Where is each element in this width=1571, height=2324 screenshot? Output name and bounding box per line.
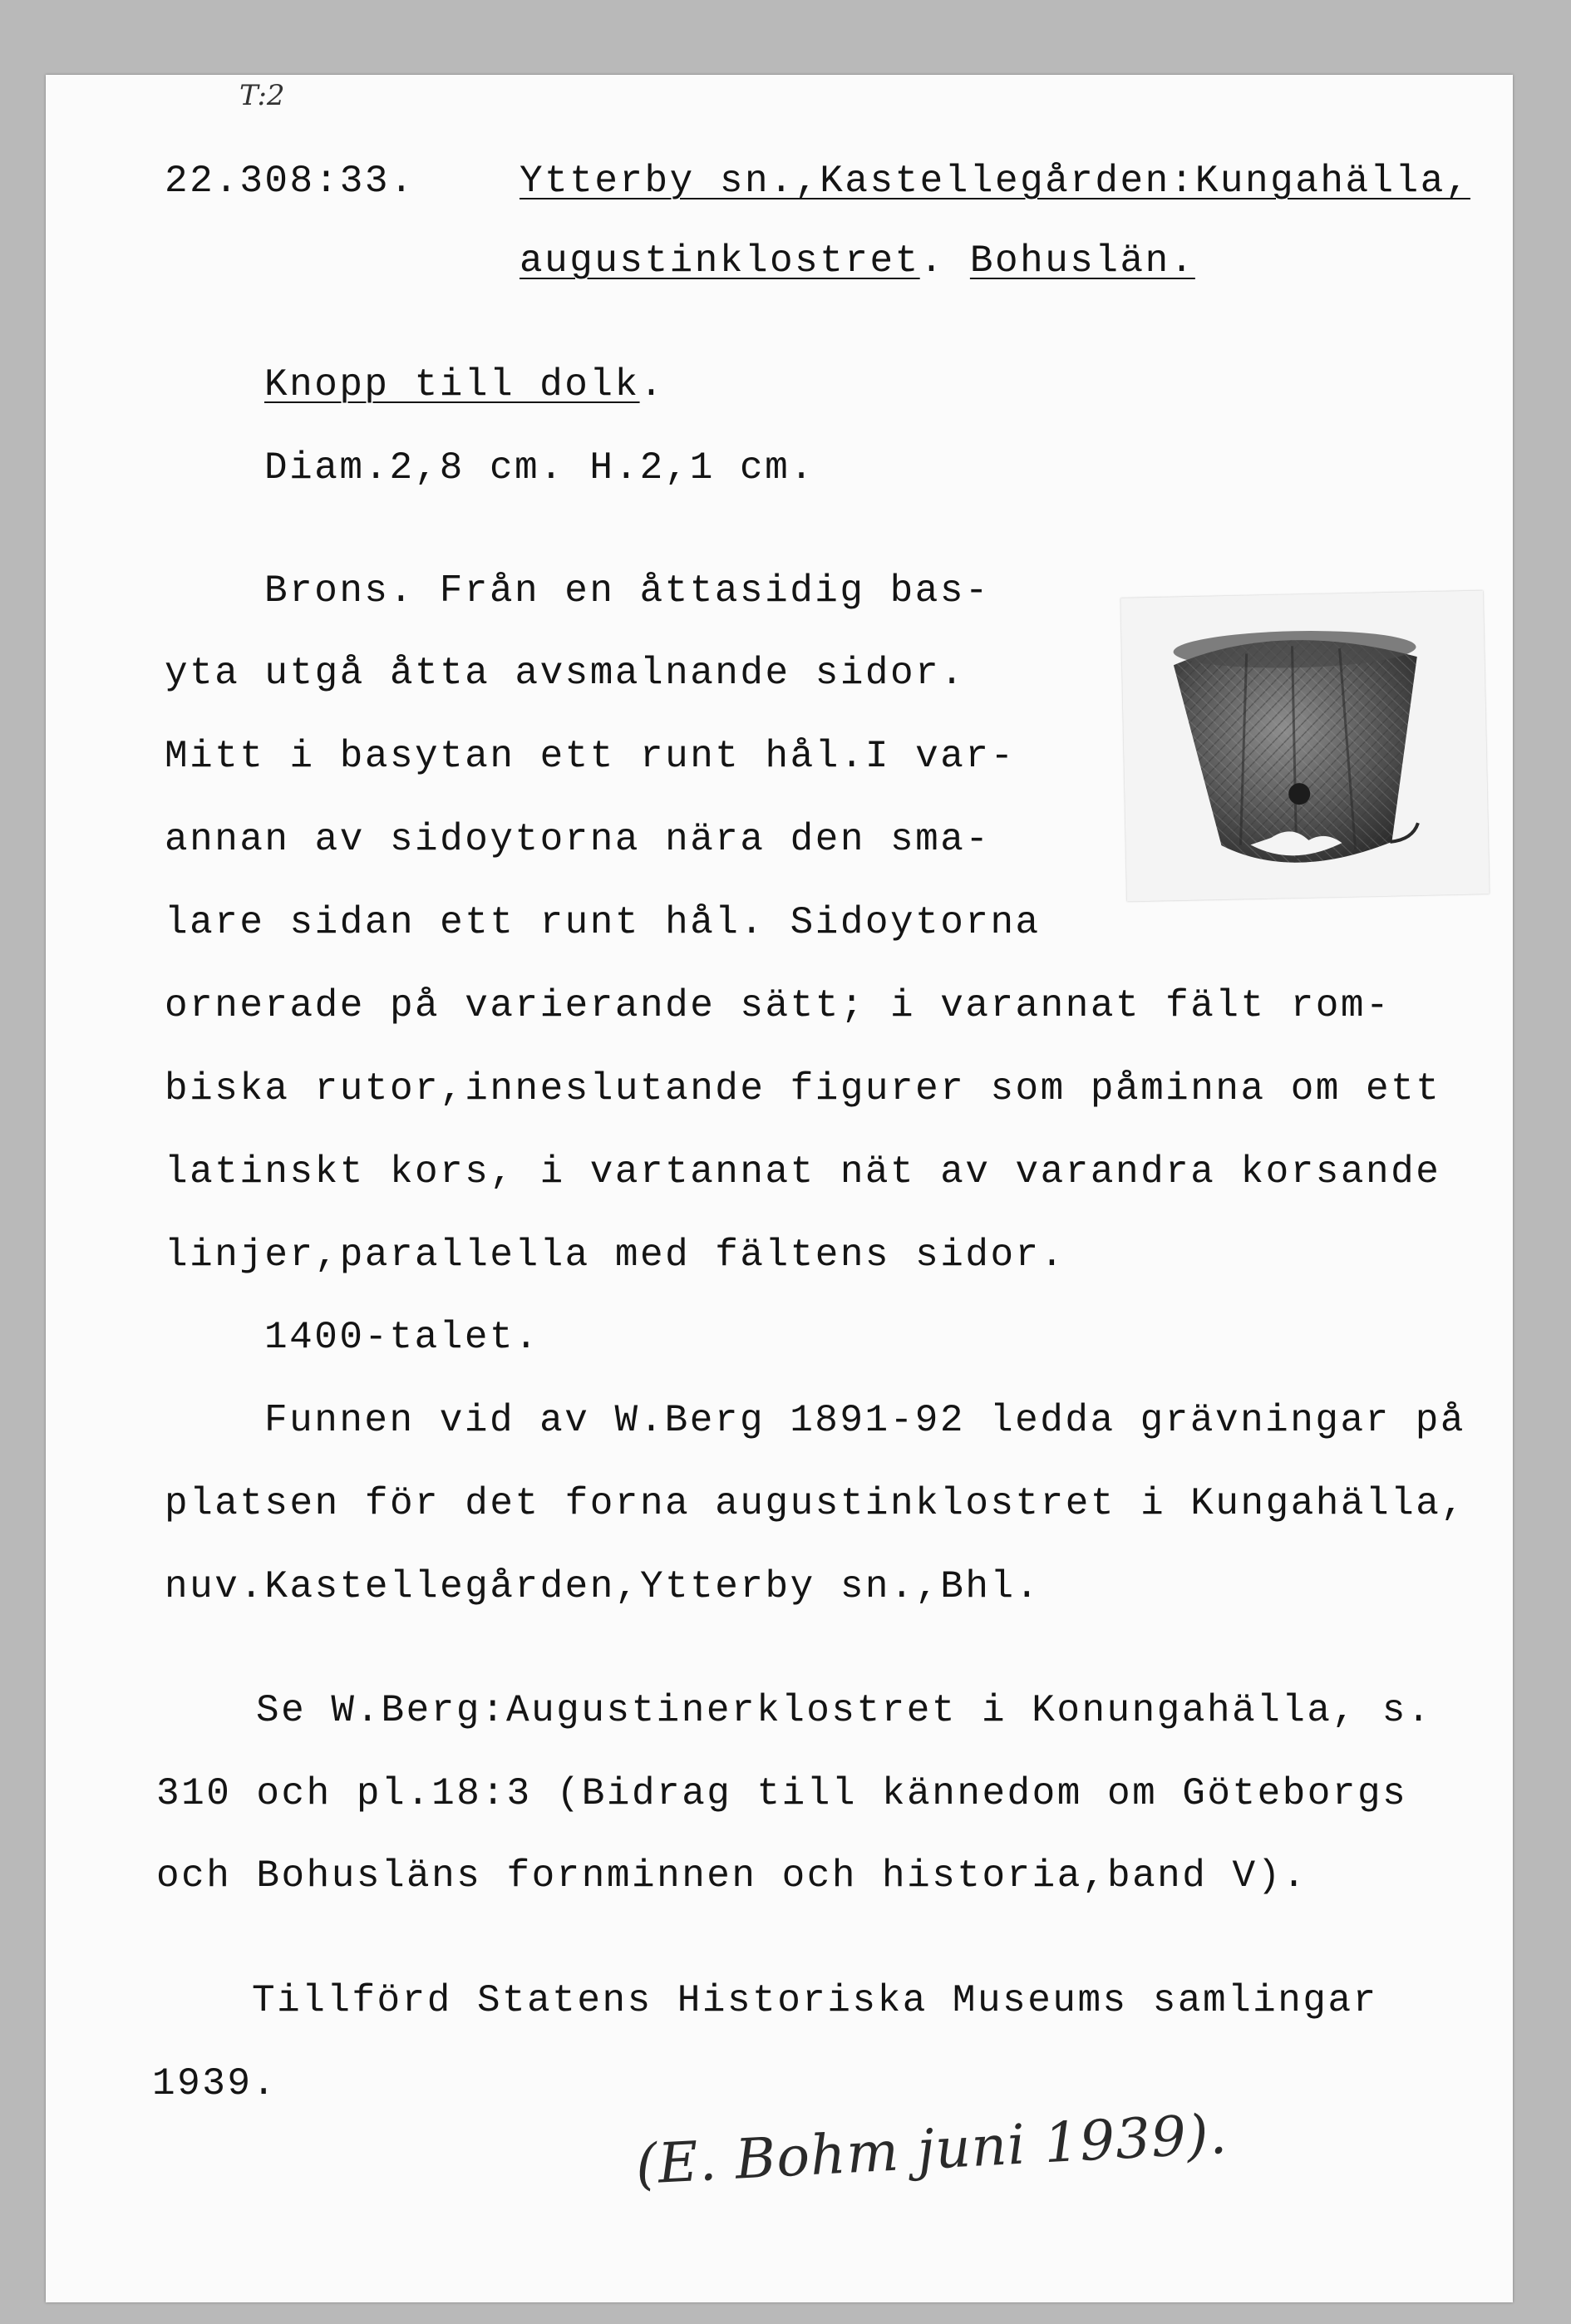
object-title: [264, 362, 665, 408]
acquisition-line: Tillförd Statens Historiska Museums samlingar: [252, 1979, 1378, 2022]
reference-line: och Bohusläns fornminnen och historia,band V).: [156, 1854, 1308, 1898]
dimensions: Diam.2,8 cm. H.2,1 cm.: [264, 446, 815, 490]
location-line-2: [520, 238, 1195, 284]
description-line: yta utgå åtta avsmalnande sidor.: [165, 652, 966, 695]
description-line: Brons. Från en åttasidig bas-: [264, 569, 991, 613]
find-line: Funnen vid av W.Berg 1891-92 ledda grävningar på: [264, 1399, 1466, 1442]
find-line: platsen för det forna augustinklostret i Kungahälla,: [165, 1482, 1466, 1525]
description-line: ornerade på varierande sätt; i varannat fält rom-: [165, 984, 1391, 1027]
dagger-pommel-image: [1120, 590, 1490, 901]
find-line: nuv.Kastellegården,Ytterby sn.,Bhl.: [165, 1565, 1041, 1608]
reference-line: Se W.Berg:Augustinerklostret i Konungahälla, s.: [256, 1689, 1432, 1732]
location-separator: .: [919, 239, 970, 283]
description-line: Mitt i basytan ett runt hål.I var-: [165, 735, 1016, 778]
dating: 1400-talet.: [264, 1316, 540, 1359]
reference-mark: T:2: [239, 79, 285, 112]
description-line: latinskt kors, i vartannat nät av varandra korsande: [165, 1150, 1441, 1194]
description-line: linjer,parallella med fältens sidor.: [165, 1233, 1066, 1277]
artifact-photo: [1120, 590, 1490, 901]
catalog-number: 22.308:33.: [165, 160, 416, 203]
object-title-text: Knopp till dolk: [264, 363, 640, 406]
description-line: lare sidan ett runt hål. Sidoytorna: [165, 901, 1041, 944]
location-province: Bohuslän.: [969, 239, 1195, 283]
location-monastery: augustinklostret: [520, 239, 920, 283]
description-line: annan av sidoytorna nära den sma-: [165, 818, 991, 861]
reference-line: 310 och pl.18:3 (Bidrag till kännedom om Göteborgs: [156, 1772, 1408, 1815]
object-title-end: .: [639, 363, 665, 406]
description-line: biska rutor,inneslutande figurer som påminna om ett: [165, 1067, 1441, 1110]
location-line-1: Ytterby sn.,Kastellegården:Kungahälla,: [520, 160, 1470, 203]
acquisition-year: 1939.: [152, 2062, 278, 2105]
catalog-card: [46, 75, 1513, 2302]
handwritten-signature: (E. Bohm juni 1939).: [633, 2101, 1229, 2197]
